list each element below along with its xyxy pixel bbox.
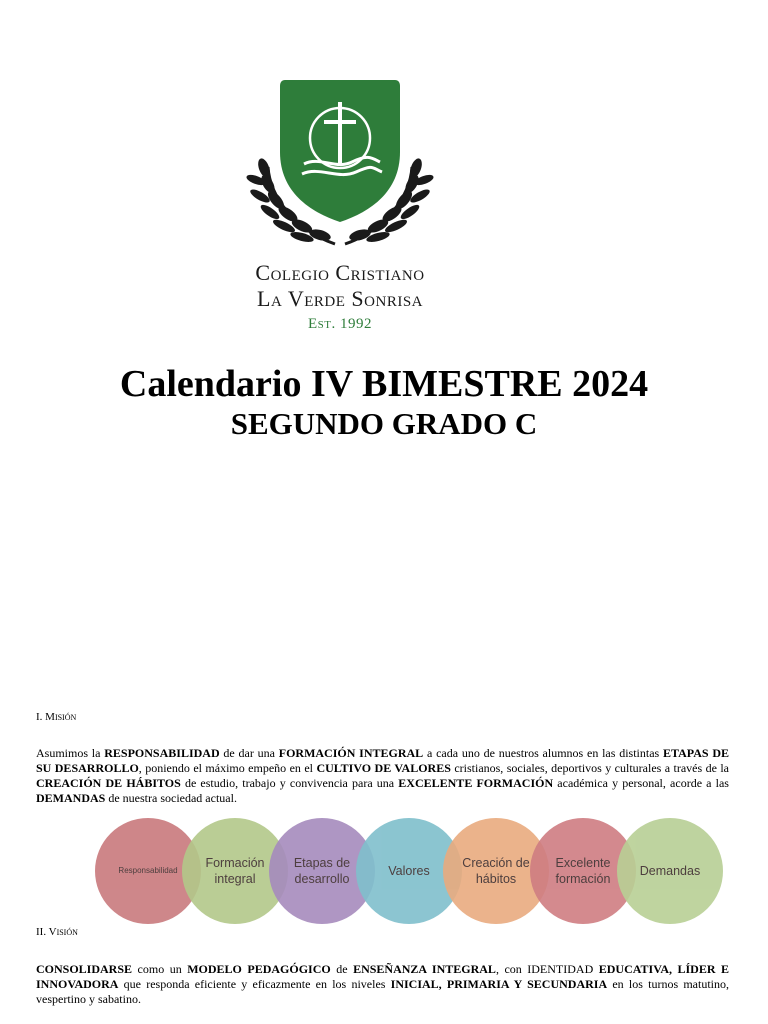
value-circle-label: Creación de hábitos — [462, 856, 530, 886]
page-title: Calendario IV BIMESTRE 2024 — [119, 363, 649, 405]
emphasis-text: CULTIVO DE VALORES — [316, 761, 451, 775]
mision-heading: I. Misión — [36, 711, 77, 723]
body-text: , con IDENTIDAD — [495, 962, 599, 976]
body-text: de dar una — [219, 746, 279, 760]
page-subtitle: SEGUNDO GRADO C — [230, 406, 538, 441]
body-text: como un — [132, 962, 188, 976]
value-circle — [617, 818, 723, 924]
value-circle-label: Valores — [388, 864, 430, 878]
values-diagram — [95, 818, 725, 928]
vision-heading: II. Visión — [36, 926, 78, 938]
emphasis-text: MODELO PEDAGÓGICO — [187, 962, 331, 976]
value-circle-label: Responsabilidad — [118, 866, 178, 875]
emphasis-text: CREACIÓN DE HÁBITOS — [36, 776, 181, 790]
school-logo — [230, 72, 450, 342]
school-crest-icon — [240, 72, 440, 252]
emphasis-text: FORMACIÓN INTEGRAL — [278, 746, 424, 760]
body-text: académica y personal, acorde a las — [553, 776, 729, 790]
school-name-line2: La Verde Sonrisa — [257, 286, 423, 311]
body-text: Asumimos la — [36, 746, 105, 760]
school-name-line1: Colegio Cristiano — [255, 260, 425, 285]
value-circle-label: Etapas de desarrollo — [293, 856, 351, 886]
body-text: de nuestra sociedad actual. — [105, 791, 237, 805]
emphasis-text: DEMANDAS — [36, 791, 106, 805]
emphasis-text: EDUCATIVA, LÍDER E INNOVADORA — [36, 962, 730, 991]
body-text: a cada uno de nuestros alumnos en las distintas — [423, 746, 663, 760]
body-text: en los turnos matutino, vespertino y sabatino. — [36, 977, 729, 1006]
established-year: Est. 1992 — [308, 316, 372, 332]
value-circle-label: Formación integral — [205, 856, 265, 886]
emphasis-text: ETAPAS DE SU DESARROLLO — [36, 746, 730, 775]
value-circle-label: Demandas — [639, 864, 701, 878]
body-text: cristianos, sociales, deportivos y culturales a través de la — [450, 761, 730, 775]
body-text: de — [330, 962, 354, 976]
emphasis-text: INICIAL, PRIMARIA Y SECUNDARIA — [390, 977, 608, 991]
body-text: de estudio, trabajo y convivencia para una — [180, 776, 399, 790]
emphasis-text: EXCELENTE FORMACIÓN — [398, 776, 554, 790]
body-text: que responda eficiente y eficazmente en los niveles — [118, 977, 391, 991]
value-circle-label: Excelente formación — [555, 856, 611, 886]
emphasis-text: RESPONSABILIDAD — [104, 746, 220, 760]
mision-paragraph — [36, 746, 729, 806]
emphasis-text: ENSEÑANZA INTEGRAL — [353, 962, 496, 976]
emphasis-text: CONSOLIDARSE — [36, 962, 133, 976]
vision-paragraph — [36, 962, 729, 1007]
body-text: , poniendo el máximo empeño en el — [138, 761, 317, 775]
